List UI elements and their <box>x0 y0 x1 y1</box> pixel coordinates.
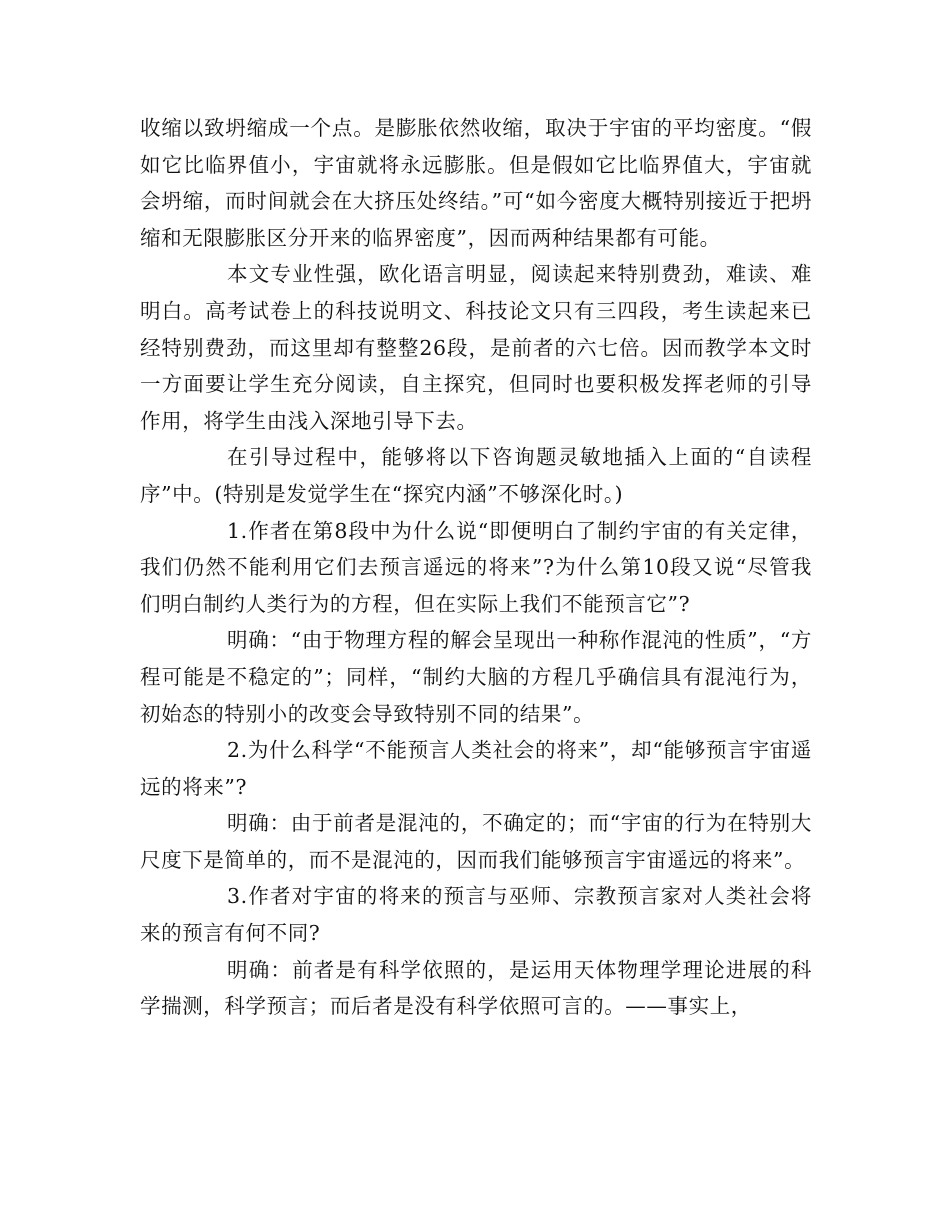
paragraph-question-1: 1.作者在第8段中为什么说“即便明白了制约宇宙的有关定律，我们仍然不能利用它们去预言遥远的将来”?为什么第10段又说“尽管我们明白制约人类行为的方程，但在实际上我们不能预言它”? <box>140 518 812 616</box>
paragraph-answer-1: 明确：“由于物理方程的解会呈现出一种称作混沌的性质”，“方程可能是不稳定的”；同样，“制约大脑的方程几乎确信具有混沌行为，初始态的特别小的改变会导致特别不同的结果”。 <box>140 628 812 726</box>
document-body <box>140 110 812 1025</box>
paragraph-answer-2: 明确：由于前者是混沌的，不确定的；而“宇宙的行为在特别大尺度下是简单的，而不是混沌的，因而我们能够预言宇宙遥远的将来”。 <box>140 811 812 872</box>
paragraph-guidance-intro: 在引导过程中，能够将以下咨询题灵敏地插入上面的“自读程序”中。(特别是发觉学生在“探究内涵”不够深化时。) <box>140 445 812 506</box>
paragraph-answer-3: 明确：前者是有科学依照的，是运用天体物理学理论进展的科学揣测，科学预言；而后者是没有科学依照可言的。——事实上， <box>140 957 812 1019</box>
paragraph-question-2: 2.为什么科学“不能预言人类社会的将来”，却“能够预言宇宙遥远的将来”? <box>140 738 812 799</box>
paragraph-question-3: 3.作者对宇宙的将来的预言与巫师、宗教预言家对人类社会将来的预言有何不同? <box>140 884 812 946</box>
paragraph-text-analysis: 本文专业性强，欧化语言明显，阅读起来特别费劲，难读、难明白。高考试卷上的科技说明文、科技论文只有三四段，考生读起来已经特别费劲，而这里却有整整26段，是前者的六七倍。因而教学本文时一方面要让学生充分阅读，自主探究，但同时也要积极发挥老师的引导作用，将学生由浅入深地引导下去。 <box>140 262 812 433</box>
paragraph-continuation: 收缩以致坍缩成一个点。是膨胀依然收缩，取决于宇宙的平均密度。“假如它比临界值小，宇宙就将永远膨胀。但是假如它比临界值大，宇宙就会坍缩，而时间就会在大挤压处终结。”可“如今密度大概特别接近于把坍缩和无限膨胀区分开来的临界密度”，因而两种结果都有可能。 <box>140 116 812 250</box>
